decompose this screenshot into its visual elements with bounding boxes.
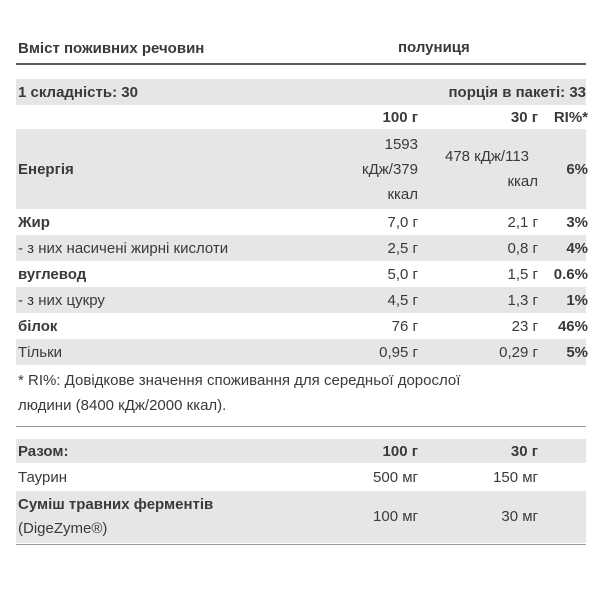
row-ri: 0.6% <box>553 265 588 283</box>
extra-table <box>16 439 586 543</box>
energy-per30-line: ккал <box>507 173 538 190</box>
servings-per-pack: порція в пакеті: 33 <box>448 84 586 101</box>
row-label: білок <box>18 317 58 335</box>
divider <box>16 63 586 65</box>
row-label: - з них цукру <box>18 291 105 309</box>
row-ri: 3% <box>566 213 588 231</box>
energy-ri: 6% <box>566 160 588 178</box>
column-headers <box>16 105 586 129</box>
footnote-line: людини (8400 кДж/2000 ккал). <box>18 397 227 414</box>
table-row <box>16 491 586 543</box>
ri-footnote <box>18 368 578 418</box>
row-per30: 0,8 г <box>507 239 538 257</box>
flavor-label: полуниця <box>398 39 470 56</box>
row-label: Таурин <box>18 468 67 486</box>
row-label: Тільки <box>18 343 63 361</box>
energy-label: Енергія <box>18 160 74 178</box>
row-ri: 4% <box>566 239 588 257</box>
extra-header-row <box>16 439 586 463</box>
row-per100: 500 мг <box>373 468 418 486</box>
row-per30: 2,1 г <box>507 213 538 231</box>
row-label: вуглевод <box>18 265 87 283</box>
footnote-line: * RI%: Довідкове значення споживання для середньої дорослої <box>18 372 461 389</box>
row-ri: 5% <box>566 343 588 361</box>
col-per30: 30 г <box>510 108 538 126</box>
extra-col-per100: 100 г <box>382 442 418 460</box>
divider <box>16 426 586 427</box>
table-row <box>16 287 586 313</box>
row-per30: 1,5 г <box>507 265 538 283</box>
row-per30: 150 мг <box>493 468 538 486</box>
row-per100: 7,0 г <box>387 213 418 231</box>
energy-row <box>16 129 586 209</box>
row-per100: 100 мг <box>373 508 418 525</box>
energy-per100 <box>318 132 418 207</box>
row-per30: 23 г <box>511 317 538 335</box>
energy-per100-line: ккал <box>387 185 418 203</box>
table-row <box>16 463 586 491</box>
serving-count: 1 складність: 30 <box>18 83 138 101</box>
energy-per30 <box>418 144 538 194</box>
row-per100: 0,95 г <box>379 343 418 361</box>
energy-per100-line: 1593 <box>384 135 418 153</box>
table-row <box>16 339 586 365</box>
row-per100: 4,5 г <box>387 291 418 309</box>
row-per30: 30 мг <box>501 508 538 525</box>
nutrition-header <box>16 36 586 60</box>
energy-per30-line: 478 кДж/113 <box>444 148 530 165</box>
row-per30: 1,3 г <box>507 291 538 309</box>
nutrient-table <box>16 209 586 365</box>
divider <box>16 544 586 545</box>
col-per100: 100 г <box>382 108 418 126</box>
row-label: Жир <box>18 213 50 231</box>
serving-row <box>16 79 586 105</box>
table-row <box>16 261 586 287</box>
row-per100: 2,5 г <box>387 239 418 257</box>
enzymes-name: Суміш травних ферментів <box>18 496 214 513</box>
extra-col-per30: 30 г <box>510 442 538 460</box>
row-per100: 76 г <box>391 317 418 335</box>
row-per30: 0,29 г <box>499 343 538 361</box>
header-title: Вміст поживних речовин <box>18 39 205 57</box>
row-ri: 1% <box>566 291 588 309</box>
extra-header-label: Разом: <box>18 442 69 460</box>
enzymes-label <box>16 493 318 541</box>
col-ri: RI%* <box>553 108 588 126</box>
row-per100: 5,0 г <box>387 265 418 283</box>
table-row <box>16 235 586 261</box>
table-row <box>16 209 586 235</box>
energy-per100-line: кДж/379 <box>362 160 418 178</box>
row-label: - з них насичені жирні кислоти <box>18 239 229 257</box>
row-ri: 46% <box>557 317 588 335</box>
enzymes-brand: (DigeZyme®) <box>18 520 108 537</box>
table-row <box>16 313 586 339</box>
